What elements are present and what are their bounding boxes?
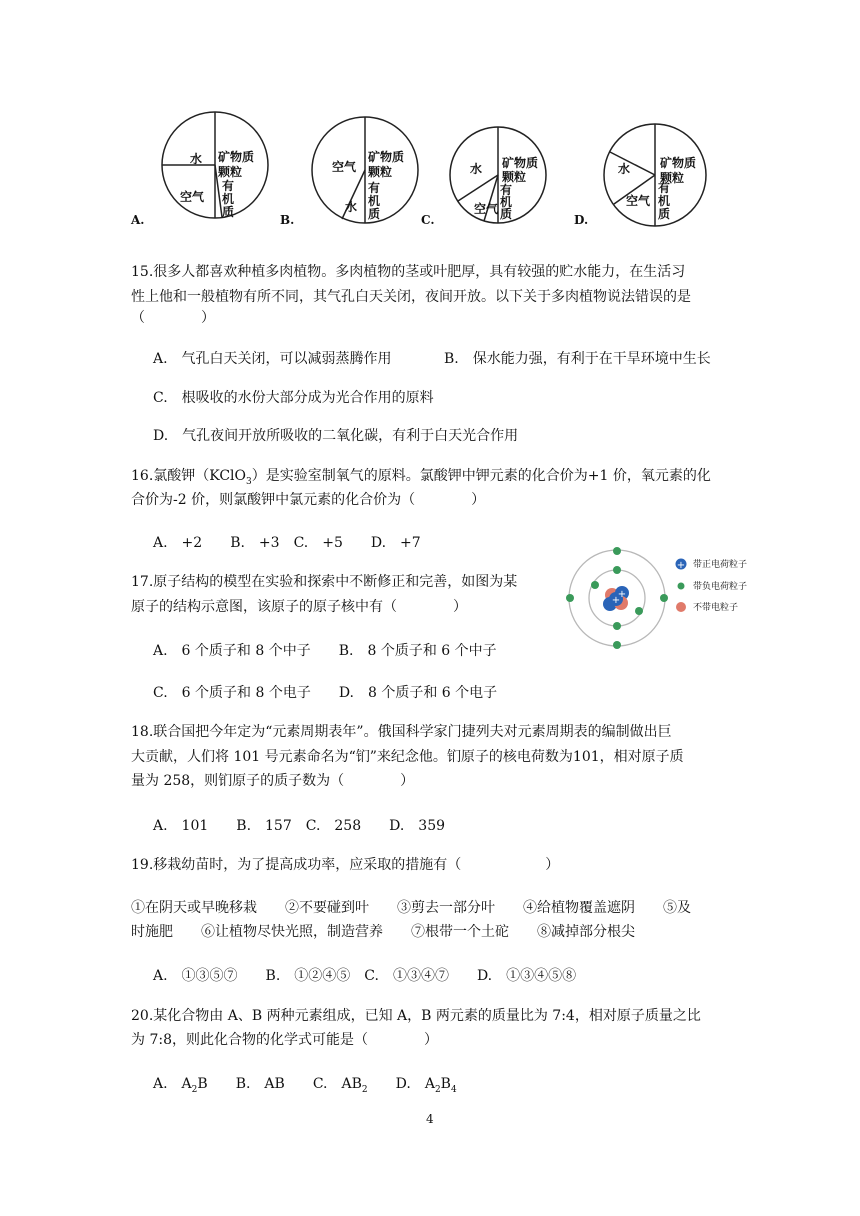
q19-line3: 时施肥 ⑥让植物尽快光照，制造营养 ⑦根带一个土砣 ⑧减掉部分根尖 [131, 924, 635, 940]
pie-a-mineral: 矿物质颗粒 [218, 150, 255, 179]
pie-b-mineral: 矿物质颗粒 [368, 150, 405, 179]
q20-opt-d-mid: B [440, 1076, 451, 1092]
pie-c-mineral: 矿物质颗粒 [502, 156, 539, 184]
q15-option-b: B. 保水能力强，有利于在干旱环境中生长 [444, 351, 711, 367]
q20-line1: 20.某化合物由 A、B 两种元素组成，已知 A，B 两元素的质量比为 7:4，相对原子质量之比 [131, 1008, 701, 1024]
q20-opt-a-post: B B. AB C. AB [197, 1076, 362, 1092]
pie-b-label: B. [280, 213, 295, 227]
q18-options: A. 101 B. 157 C. 258 D. 359 [153, 818, 446, 834]
pie-a-organic: 有机质 [222, 179, 235, 219]
pie-d-air: 空气 [626, 194, 651, 208]
pie-b-water: 水 [345, 200, 358, 214]
pie-d-water: 水 [618, 162, 631, 176]
legend-positive-label: 带正电荷粒子 [693, 560, 748, 570]
q16-line1-sub: 3 [246, 476, 252, 487]
q17-options-row1: A. 6 个质子和 8 个中子 B. 8 个质子和 6 个中子 [153, 643, 497, 659]
q16-line1 [131, 466, 711, 493]
q15-answer-blank: （ ） [131, 310, 215, 326]
q15-line2: 性上他和一般植物有所不同，其气孔白天关闭，夜间开放。以下关于多肉植物说法错误的是 [131, 289, 691, 305]
q18-line3: 量为 258，则钔原子的质子数为（ ） [131, 773, 415, 789]
pie-d-organic: 有机质 [658, 181, 671, 221]
q16-line1-pre: 16.氯酸钾（KClO [131, 468, 247, 484]
q18-line1: 18.联合国把今年定为“元素周期表年”。俄国科学家门捷列夫对元素周期表的编制做出巨 [131, 724, 672, 740]
pie-b-air: 空气 [332, 160, 357, 174]
q20-opt-c-sub: 2 [361, 1084, 368, 1095]
q17-line2: 原子的结构示意图，该原子的原子核中有（ ） [131, 599, 467, 615]
q20-line2: 为 7:8，则此化合物的化学式可能是（ ） [131, 1032, 438, 1048]
q15-option-c: C. 根吸收的水份大部分成为光合作用的原料 [153, 390, 434, 406]
pie-c-label: C. [421, 213, 435, 227]
q19-line2: ①在阴天或早晚移栽 ②不要碰到叶 ③剪去一部分叶 ④给植物覆盖遮阴 ⑤及 [131, 900, 691, 916]
legend-neutral-label: 不带电粒子 [693, 603, 739, 613]
q16-options: A. +2 B. +3 C. +5 D. +7 [153, 535, 421, 551]
q20-options [153, 1073, 457, 1095]
q19-line1: 19.移栽幼苗时，为了提高成功率，应采取的措施有（ ） [131, 857, 560, 873]
pie-d-mineral: 矿物质颗粒 [660, 156, 697, 185]
q20-opt-a-sub: 2 [191, 1084, 198, 1095]
pie-b-organic: 有机质 [368, 181, 381, 221]
pie-a-water: 水 [190, 152, 203, 166]
svg-text:+: + [611, 595, 621, 606]
pie-c-water: 水 [470, 162, 483, 176]
svg-text:+: + [676, 560, 686, 571]
q17-options-row2: C. 6 个质子和 8 个电子 D. 8 个质子和 6 个电子 [153, 685, 498, 701]
q15-line1: 15.很多人都喜欢种植多肉植物。多肉植物的茎或叶肥厚，具有较强的贮水能力，在生活习 [131, 264, 686, 280]
pie-a-label: A. [131, 213, 145, 227]
q20-opt-d-sub2: 4 [450, 1084, 457, 1095]
q16-line2: 合价为-2 价，则氯酸钾中氯元素的化合价为（ ） [131, 492, 486, 508]
pie-c-organic: 有机质 [500, 183, 513, 221]
legend-negative-label: 带负电荷粒子 [693, 582, 748, 592]
q20-opt-a-pre: A. A [153, 1076, 192, 1092]
q19-options: A. ①③⑤⑦ B. ①②④⑤ C. ①③④⑦ D. ①③④⑤⑧ [153, 968, 577, 984]
q17-line1: 17.原子结构的模型在实验和探索中不断修正和完善，如图为某 [131, 574, 518, 590]
q18-line2: 大贡献，人们将 101 号元素命名为“钔”来纪念他。钔原子的核电荷数为101，相对原子质 [131, 749, 684, 765]
page-number: 4 [426, 1112, 434, 1126]
pie-c-air: 空气 [474, 202, 499, 216]
q15-option-a: A. 气孔白天关闭，可以减弱蒸腾作用 [153, 351, 392, 367]
pie-d-label: D. [574, 213, 589, 227]
q15-option-d: D. 气孔夜间开放所吸收的二氧化碳，有利于白天光合作用 [153, 428, 519, 444]
svg-text:+: + [617, 589, 627, 600]
q20-opt-d-pre: D. A [367, 1076, 435, 1092]
pie-a-air: 空气 [180, 190, 205, 204]
q20-opt-d-sub1: 2 [434, 1084, 441, 1095]
atom-structure-figure [560, 543, 760, 653]
q16-line1-post: ）是实验室制氧气的原料。氯酸钾中钾元素的化合价为+1 价，氧元素的化 [251, 468, 711, 484]
